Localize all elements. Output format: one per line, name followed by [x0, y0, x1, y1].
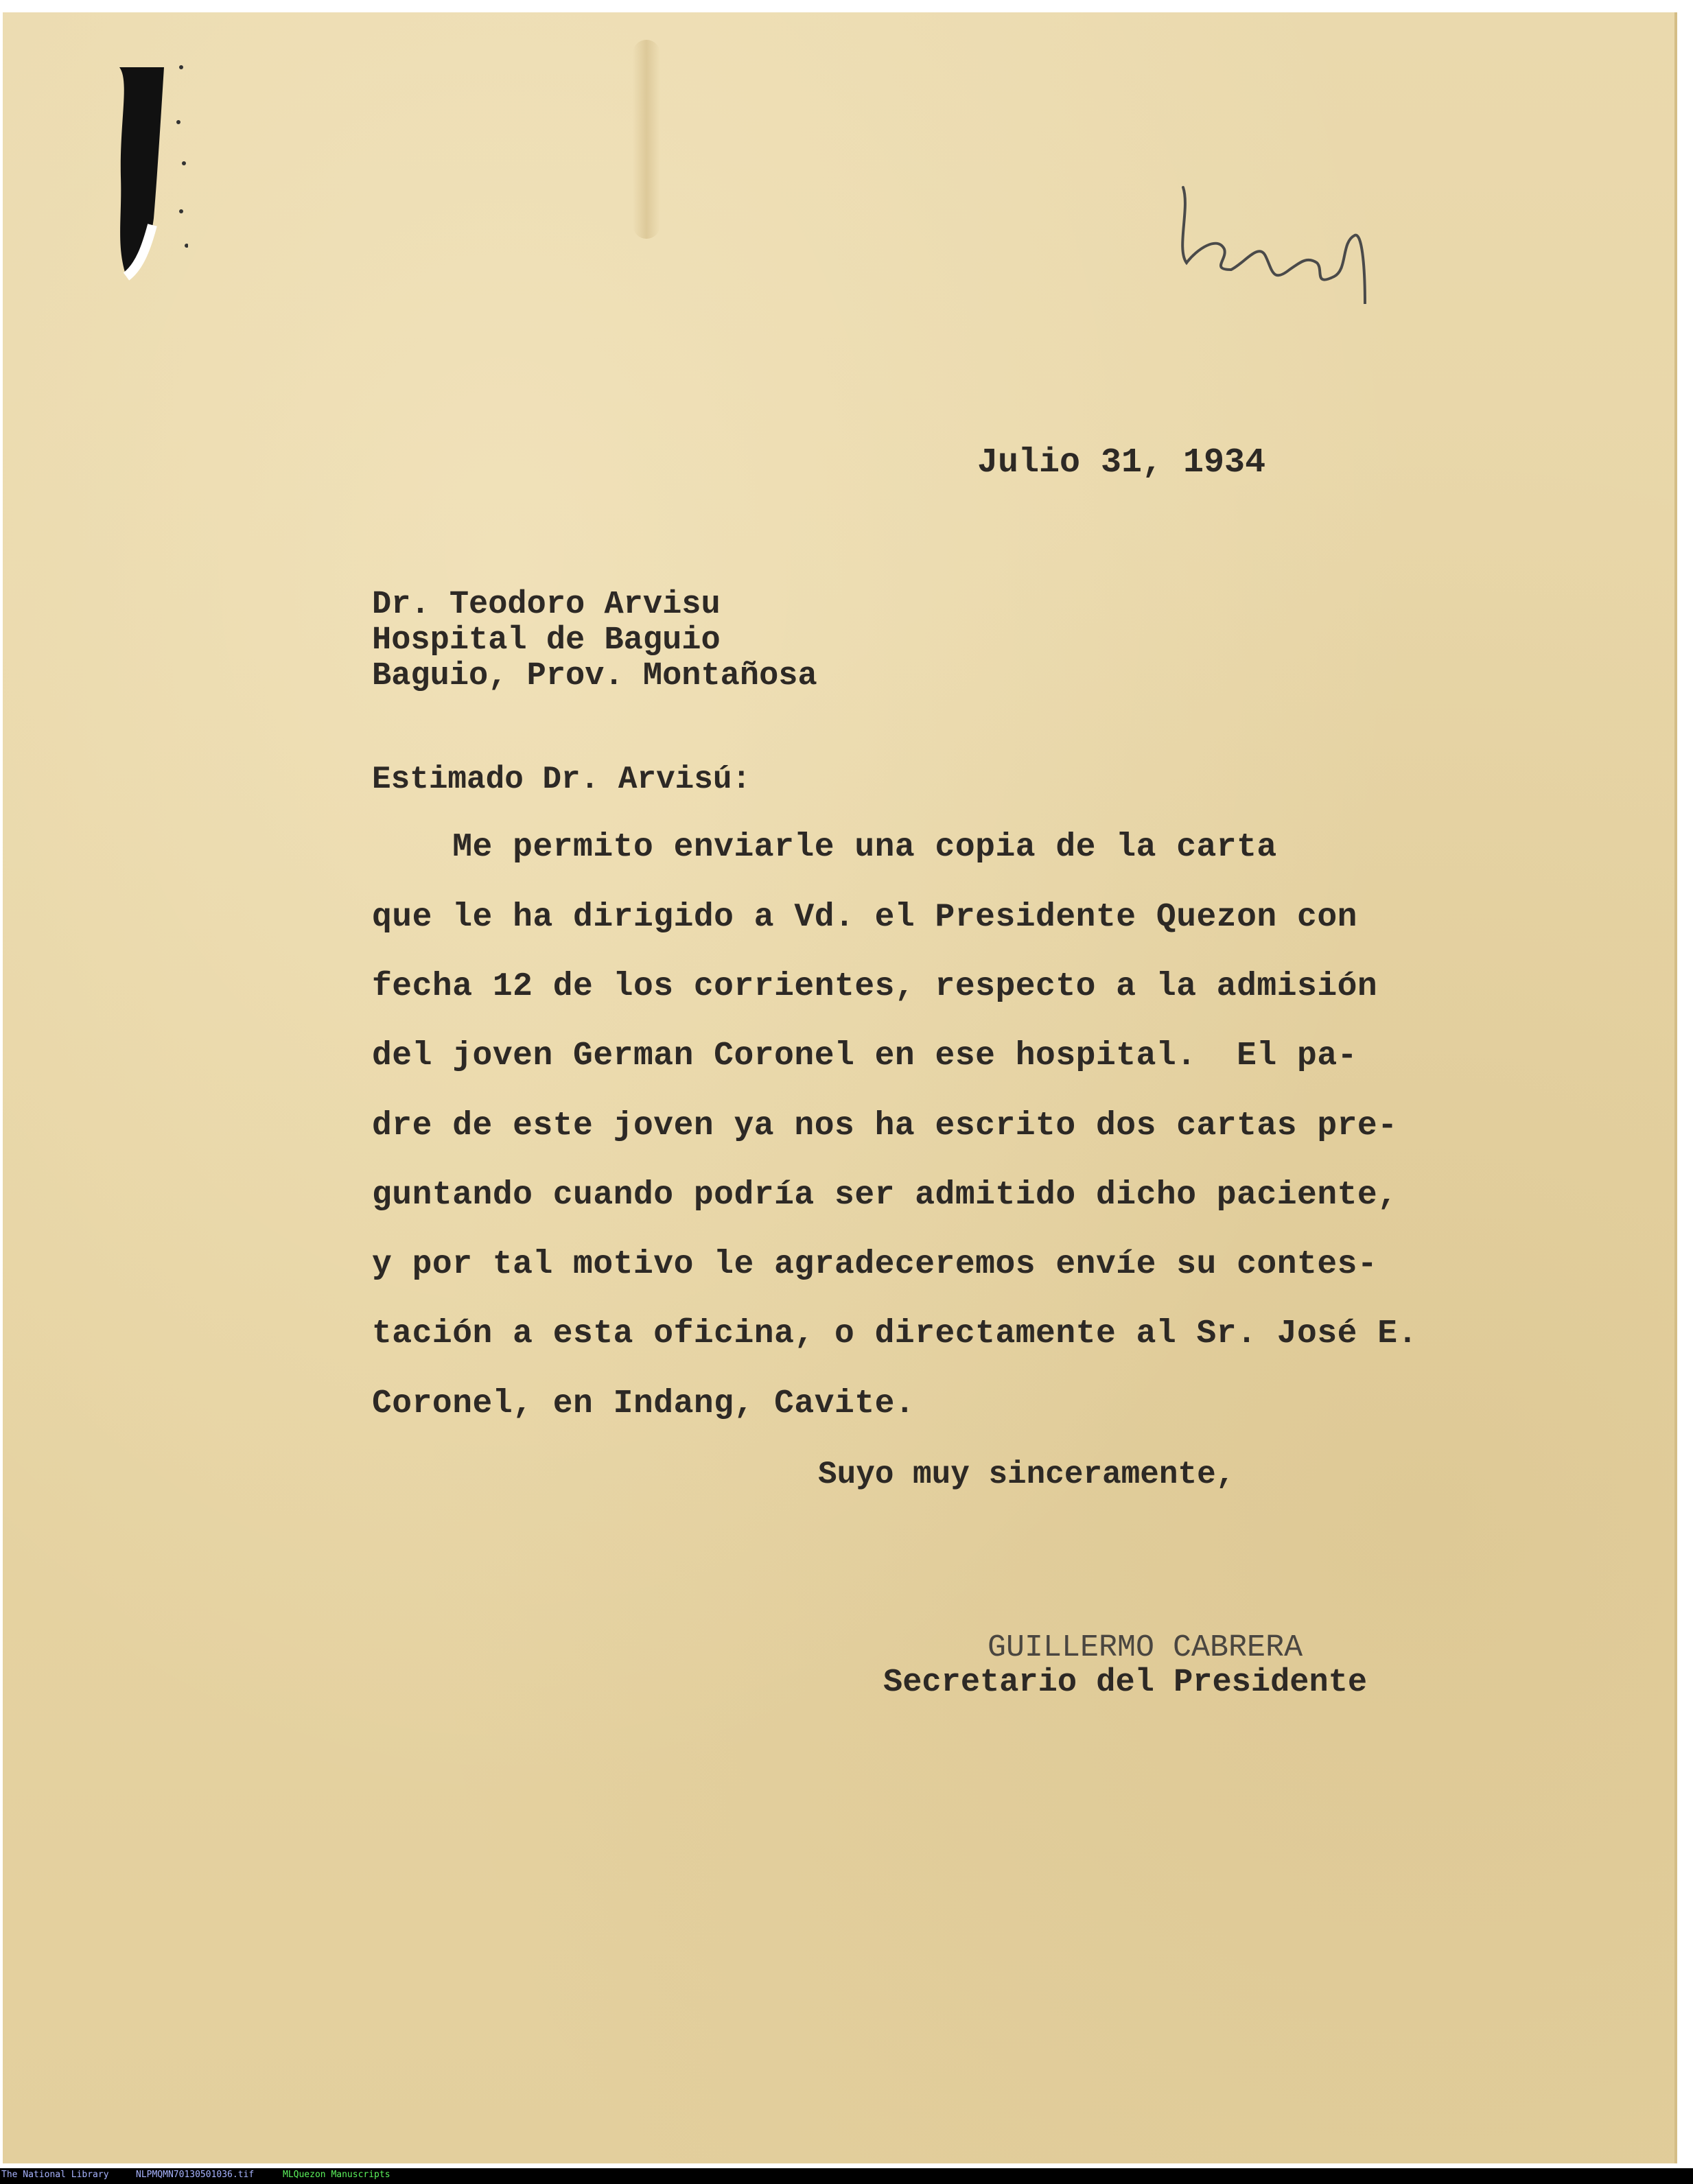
- body-line-5: dre de este joven ya nos ha escrito dos cartas pre-: [372, 1107, 1398, 1144]
- closing-line: Suyo muy sinceramente,: [818, 1457, 1235, 1492]
- body-line-3: fecha 12 de los corrientes, respecto a la admisión: [372, 968, 1378, 1005]
- body-line-9: Coronel, en Indang, Cavite.: [372, 1385, 915, 1422]
- signer-title: Secretario del Presidente: [883, 1665, 1368, 1701]
- recipient-city-line: Baguio, Prov. Montañosa: [372, 658, 817, 694]
- salutation: Estimado Dr. Arvisú:: [372, 762, 751, 797]
- body-line-8: tación a esta oficina, o directamente al Sr. José E.: [372, 1315, 1418, 1352]
- body-line-7: y por tal motivo le agradeceremos envíe su contes-: [372, 1246, 1378, 1283]
- recipient-name-line: Dr. Teodoro Arvisu: [372, 587, 721, 623]
- footer-filename: NLPMQMN70130501036.tif: [136, 2170, 255, 2180]
- signer-name: GUILLERMO CABRERA: [988, 1630, 1303, 1665]
- body-line-1: Me permito enviarle una copia de la carta: [372, 829, 1277, 866]
- body-line-4: del joven German Coronel en ese hospital. El pa-: [372, 1037, 1357, 1075]
- paper-fold-crease: [633, 40, 660, 239]
- recipient-hospital-line: Hospital de Baguio: [372, 622, 721, 659]
- body-line-2: que le ha dirigido a Vd. el Presidente Quezon con: [372, 899, 1357, 936]
- torn-edge-mark: [113, 40, 188, 287]
- recipient-address: [372, 587, 817, 694]
- scan-footer-bar: [0, 2168, 1693, 2184]
- handwritten-initials-mark: [1169, 167, 1389, 304]
- body-line-6: guntando cuando podría ser admitido dicho paciente,: [372, 1177, 1398, 1214]
- letter-sheet: [3, 12, 1677, 2163]
- footer-collection: MLQuezon Manuscripts: [283, 2170, 390, 2180]
- letter-date: Julio 31, 1934: [977, 443, 1266, 482]
- footer-institution: The National Library: [1, 2170, 109, 2180]
